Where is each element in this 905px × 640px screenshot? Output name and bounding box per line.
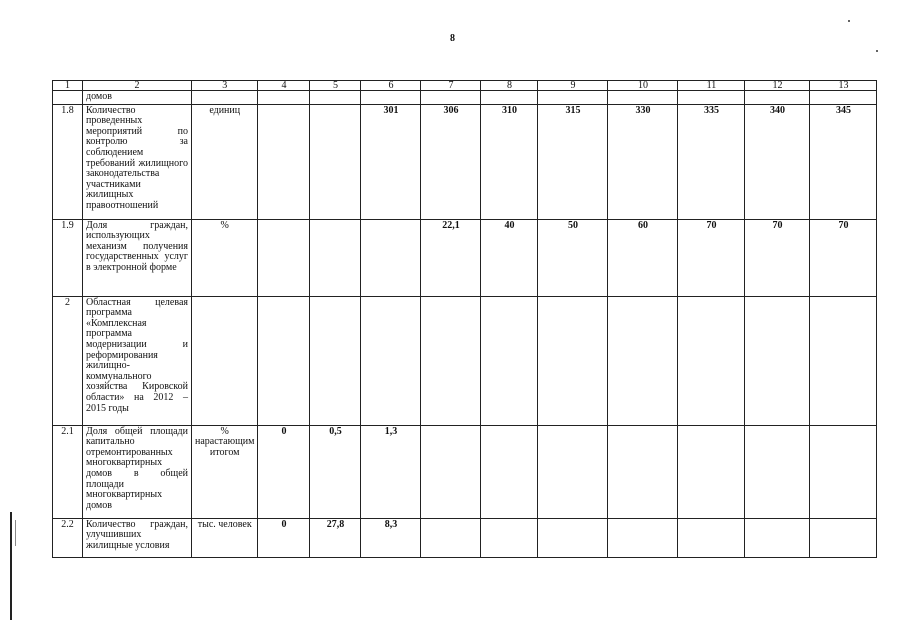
value-cell — [310, 104, 361, 219]
table-header-row — [53, 81, 877, 91]
value-cell: 8,3 — [361, 518, 421, 557]
value-cell — [421, 91, 481, 105]
table-row-1-8 — [53, 104, 877, 219]
value-cell: 0 — [258, 425, 310, 518]
column-header: 11 — [678, 81, 745, 91]
value-cell — [810, 91, 877, 105]
column-header: 9 — [538, 81, 608, 91]
value-cell: 50 — [538, 219, 608, 296]
value-cell — [745, 518, 810, 557]
value-cell — [481, 425, 538, 518]
indicator-name: Доля граждан, использующих механизм получения государственных услуг в электронной форме — [83, 219, 192, 296]
value-cell: 310 — [481, 104, 538, 219]
scan-margin-line — [10, 512, 12, 620]
indicator-name: Областная целевая программа «Комплексная программа модернизации и реформирования жилищно-коммунального хозяйства Кировской области» на 2012 – 2015 годы — [83, 296, 192, 425]
row-number: 2.2 — [53, 518, 83, 557]
value-cell — [481, 518, 538, 557]
value-cell — [538, 518, 608, 557]
value-cell — [258, 219, 310, 296]
value-cell: 340 — [745, 104, 810, 219]
value-cell — [678, 91, 745, 105]
value-cell — [258, 296, 310, 425]
value-cell — [421, 518, 481, 557]
row-number: 1.9 — [53, 219, 83, 296]
table-row-1-9 — [53, 219, 877, 296]
value-cell — [481, 296, 538, 425]
value-cell: 315 — [538, 104, 608, 219]
value-cell — [361, 219, 421, 296]
value-cell: 70 — [745, 219, 810, 296]
value-cell — [810, 518, 877, 557]
value-cell — [310, 91, 361, 105]
unit-of-measure: единиц — [192, 104, 258, 219]
column-header: 8 — [481, 81, 538, 91]
scan-margin-tick — [15, 520, 16, 546]
value-cell — [258, 104, 310, 219]
value-cell: 22,1 — [421, 219, 481, 296]
scan-speck — [876, 50, 878, 52]
value-cell — [678, 518, 745, 557]
value-cell — [310, 219, 361, 296]
value-cell: 345 — [810, 104, 877, 219]
table-row-2-1 — [53, 425, 877, 518]
value-cell — [258, 91, 310, 105]
row-number: 1.8 — [53, 104, 83, 219]
value-cell — [745, 425, 810, 518]
value-cell — [481, 91, 538, 105]
scan-speck — [848, 20, 850, 22]
value-cell — [538, 425, 608, 518]
row-number: 2.1 — [53, 425, 83, 518]
value-cell: 335 — [678, 104, 745, 219]
column-header: 13 — [810, 81, 877, 91]
value-cell — [421, 296, 481, 425]
value-cell: 301 — [361, 104, 421, 219]
value-cell — [310, 296, 361, 425]
value-cell — [678, 425, 745, 518]
row-number: 2 — [53, 296, 83, 425]
value-cell: 60 — [608, 219, 678, 296]
value-cell — [608, 425, 678, 518]
value-cell — [745, 296, 810, 425]
indicator-name: Доля общей площади капитально отремонтированных многоквартирных домов в общей площади многоквартирных домов — [83, 425, 192, 518]
column-header: 5 — [310, 81, 361, 91]
value-cell: 40 — [481, 219, 538, 296]
value-cell — [810, 425, 877, 518]
indicators-table — [52, 80, 877, 558]
column-header: 1 — [53, 81, 83, 91]
column-header: 2 — [83, 81, 192, 91]
page-number: 8 — [450, 33, 455, 44]
value-cell — [538, 91, 608, 105]
value-cell — [538, 296, 608, 425]
unit-of-measure: тыс. человек — [192, 518, 258, 557]
value-cell — [608, 518, 678, 557]
unit-of-measure: % — [192, 219, 258, 296]
value-cell: 0,5 — [310, 425, 361, 518]
column-header: 3 — [192, 81, 258, 91]
unit-of-measure — [192, 91, 258, 105]
value-cell: 1,3 — [361, 425, 421, 518]
unit-of-measure: % нарастающим итогом — [192, 425, 258, 518]
value-cell — [745, 91, 810, 105]
unit-of-measure — [192, 296, 258, 425]
value-cell — [421, 425, 481, 518]
column-header: 10 — [608, 81, 678, 91]
indicator-name: Количество проведенных мероприятий по контролю за соблюдением требований жилищного законодательства участниками жилищных правоотношений — [83, 104, 192, 219]
value-cell — [608, 91, 678, 105]
value-cell: 306 — [421, 104, 481, 219]
value-cell: 70 — [678, 219, 745, 296]
value-cell — [361, 91, 421, 105]
indicator-name: Количество граждан, улучшивших жилищные условия — [83, 518, 192, 557]
value-cell: 70 — [810, 219, 877, 296]
table-row-continuation — [53, 91, 877, 105]
indicator-name: домов — [83, 91, 192, 105]
value-cell: 0 — [258, 518, 310, 557]
column-header: 7 — [421, 81, 481, 91]
value-cell — [678, 296, 745, 425]
value-cell — [810, 296, 877, 425]
value-cell: 27,8 — [310, 518, 361, 557]
column-header: 12 — [745, 81, 810, 91]
column-header: 6 — [361, 81, 421, 91]
value-cell: 330 — [608, 104, 678, 219]
value-cell — [361, 296, 421, 425]
value-cell — [608, 296, 678, 425]
table-row-2-2 — [53, 518, 877, 557]
table-row-2 — [53, 296, 877, 425]
column-header: 4 — [258, 81, 310, 91]
row-number — [53, 91, 83, 105]
